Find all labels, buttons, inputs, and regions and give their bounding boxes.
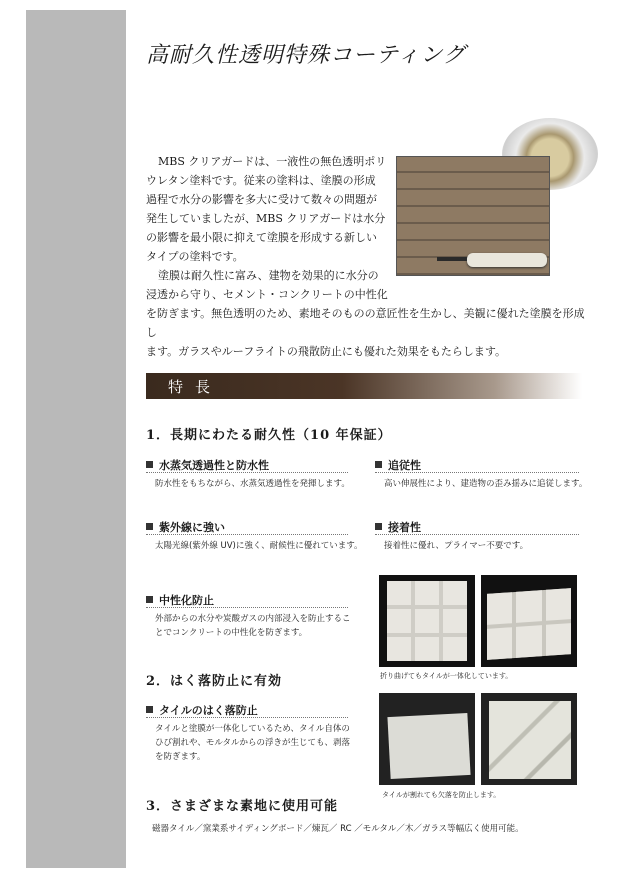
tiles-caption: 折り曲げてもタイルが一体化しています。 xyxy=(380,672,513,680)
subheading-vapor xyxy=(146,457,269,473)
intro-line: タイプの塗料です。 xyxy=(146,250,244,263)
section-header-bar xyxy=(146,373,582,399)
cracked-tile-photo-2 xyxy=(481,693,577,785)
intro-line: MBS クリアガードは、一液性の無色透明ポリ xyxy=(158,155,387,168)
intro-line: を防ぎます。無色透明のため、素地そのものの意匠性を生かし、美観に優れた塗膜を形成し xyxy=(146,307,585,339)
intro-line: 塗膜は耐久性に富み、建物を効果的に水分の xyxy=(158,269,379,282)
subheading-text: 接着性 xyxy=(388,521,421,534)
dotted-divider xyxy=(146,472,348,473)
subheading-neutralization xyxy=(146,592,214,608)
subheading-text: 中性化防止 xyxy=(159,594,214,607)
paint-roller xyxy=(467,253,547,267)
tile-sheet xyxy=(387,713,470,779)
substrates-text: 磁器タイル／窯業系サイディングボード／煉瓦／ RC ／モルタル／木／ガラス等幅広く使用可能。 xyxy=(152,824,524,834)
left-sidebar-band xyxy=(26,10,126,868)
flat-tile-sheet-photo xyxy=(379,575,475,667)
tile-grid xyxy=(387,581,467,661)
subheading-tile-spall xyxy=(146,702,258,718)
vapor-body: 防水性をもちながら、水蒸気透過性を発揮します。 xyxy=(155,479,350,489)
feature-heading-substrates: 3．さまざまな素地に使用可能 xyxy=(146,799,339,814)
intro-line: 過程で水分の影響を多大に受けて数々の問題が xyxy=(146,193,377,206)
body-line: ひび割れや、モルタルからの浮きが生じても、剥落 xyxy=(155,738,350,748)
intro-line: ウレタン塗料です。従来の塗料は、塗膜の形成 xyxy=(146,174,376,187)
body-line: を防ぎます。 xyxy=(155,752,206,762)
square-bullet-icon xyxy=(146,596,153,603)
subheading-follow xyxy=(375,457,421,473)
subheading-uv xyxy=(146,519,225,535)
intro-line: ます。ガラスやルーフライトの飛散防止にも優れた効果をもたらします。 xyxy=(146,345,507,358)
body-line: タイルと塗膜が一体化しているため、タイル自体の xyxy=(155,724,350,734)
subheading-text: 追従性 xyxy=(388,459,421,472)
bent-tile-sheet-photo xyxy=(481,575,577,667)
intro-paragraph-2 xyxy=(146,266,586,361)
feature-heading-durability: 1．長期にわたる耐久性（10 年保証） xyxy=(146,428,392,443)
page-title: 高耐久性透明特殊コーティング xyxy=(146,43,466,68)
subheading-text: 紫外線に強い xyxy=(159,521,225,534)
feature-heading-spalling: 2．はく落防止に有効 xyxy=(146,674,283,689)
broken-caption: タイルが割れても欠落を防止します。 xyxy=(382,791,501,799)
body-line: 外部からの水分や炭酸ガスの内部浸入を防止するこ xyxy=(155,614,351,624)
section-title: 特長 xyxy=(168,378,223,396)
dotted-divider xyxy=(146,607,348,608)
brick-wall-photo xyxy=(396,156,550,276)
subheading-text: 水蒸気透過性と防水性 xyxy=(159,459,269,472)
dotted-divider xyxy=(375,472,579,473)
neutralization-body xyxy=(155,612,351,640)
broken-tile-sheet xyxy=(489,701,571,779)
intro-line: 発生していましたが、MBS クリアガードは水分 xyxy=(146,212,386,225)
subheading-text: タイルのはく落防止 xyxy=(159,704,258,717)
cracked-tile-photo-1 xyxy=(379,693,475,785)
tile-grid xyxy=(487,588,571,660)
subheading-adhesion xyxy=(375,519,421,535)
square-bullet-icon xyxy=(375,523,382,530)
intro-line: の影響を最小限に抑えて塗膜を形成する新しい xyxy=(146,231,377,244)
intro-line: 浸透から守り、セメント・コンクリートの中性化 xyxy=(146,288,388,301)
intro-paragraph-1 xyxy=(146,152,390,266)
square-bullet-icon xyxy=(146,523,153,530)
square-bullet-icon xyxy=(146,706,153,713)
roller-handle xyxy=(437,257,471,261)
adhesion-body: 接着性に優れ、プライマー不要です。 xyxy=(384,541,529,551)
square-bullet-icon xyxy=(375,461,382,468)
dotted-divider xyxy=(146,534,348,535)
dotted-divider xyxy=(375,534,579,535)
dotted-divider xyxy=(146,717,348,718)
uv-body: 太陽光線(紫外線 UV)に強く、耐候性に優れています。 xyxy=(155,541,363,551)
tile-spall-body xyxy=(155,722,350,764)
follow-body: 高い伸展性により、建造物の歪み揺みに追従します。 xyxy=(384,479,588,489)
body-line: とでコンクリートの中性化を防ぎます。 xyxy=(155,628,308,638)
square-bullet-icon xyxy=(146,461,153,468)
